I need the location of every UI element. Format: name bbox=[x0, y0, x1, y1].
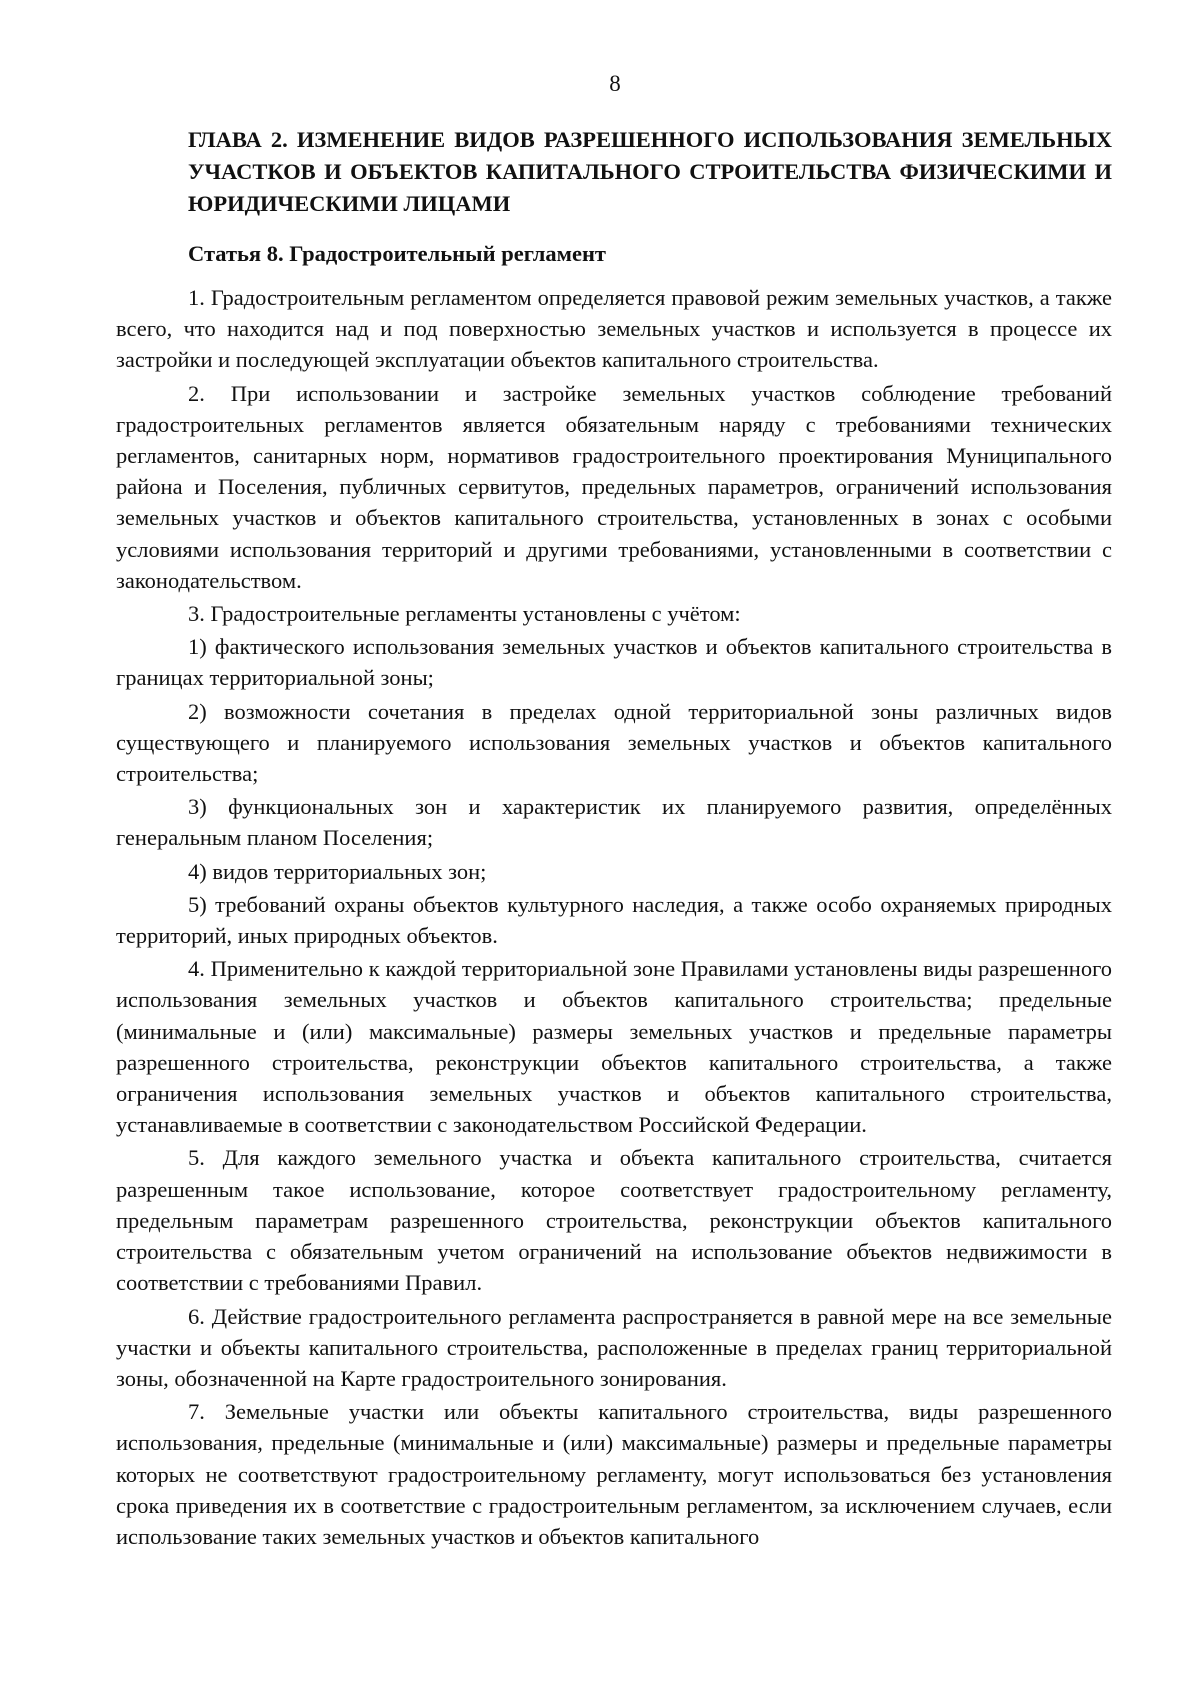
list-item-2: 2) возможности сочетания в пределах одной территориальной зоны различных видов существующего и планируемого использования земельных участков и объектов капитального строительства; bbox=[116, 698, 1112, 787]
list-item-4: 4) видов территориальных зон; bbox=[188, 858, 487, 884]
paragraph-7: 7. Земельные участки или объекты капитального строительства, виды разрешенного использования, предельные (минимальные и (или) максимальные) размеры и предельные параметры которых не соответствуют градостроительному регламенту, могут использоваться без установления срока приведения их в соответствие с градостроительным регламентом, за исключением случаев, если использование таких земельных участков и объектов капитального bbox=[116, 1399, 1112, 1549]
paragraph-5: 5. Для каждого земельного участка и объекта капитального строительства, считается разрешенным такое использование, которое соответствует градостроительному регламенту, предельным параметрам разрешенного строительства, реконструкции объектов капитального строительства с обязательным учетом ограничений на использование объектов недвижимости в соответствии с требованиями Правил. bbox=[116, 1145, 1112, 1296]
list-item-5: 5) требований охраны объектов культурного наследия, а также особо охраняемых природных территорий, иных природных объектов. bbox=[116, 891, 1112, 949]
list-item-3: 3) функциональных зон и характеристик их планируемого развития, определённых генеральным планом Поселения; bbox=[116, 794, 1112, 851]
paragraph-2: 2. При использовании и застройке земельных участков соблюдение требований градостроительных регламентов является обязательным наряду с требованиями технических регламентов, санитарных норм, нормативов градостроительного проектирования Муниципального района и Поселения, публичных сервитутов, предельных параметров, ограничений использования земельных участков и объектов капитального строительства, установленных в зонах с особыми условиями использования территорий и другими требованиями, установленными в соответствии с законодательством. bbox=[116, 380, 1112, 593]
list-item-1: 1) фактического использования земельных участков и объектов капитального строительства в границах территориальной зоны; bbox=[116, 634, 1112, 691]
page-number: 8 bbox=[609, 71, 621, 96]
page-content bbox=[116, 124, 1112, 1554]
chapter-title: ГЛАВА 2. ИЗМЕНЕНИЕ ВИДОВ РАЗРЕШЕННОГО ИСПОЛЬЗОВАНИЯ ЗЕМЕЛЬНЫХ УЧАСТКОВ И ОБЪЕКТОВ КАПИТАЛЬНОГО СТРОИТЕЛЬСТВА ФИЗИЧЕСКИМИ И ЮРИДИЧЕСКИМИ ЛИЦАМИ bbox=[188, 127, 1112, 216]
paragraph-4: 4. Применительно к каждой территориальной зоне Правилами установлены виды разрешенного использования земельных участков и объектов капитального строительства; предельные (минимальные и (или) максимальные) размеры земельных участков и предельные параметры разрешенного строительства, реконструкции объектов капитального строительства, а также ограничения использования земельных участков и объектов капитального строительства, устанавливаемые в соответствии с законодательством Российской Федерации. bbox=[116, 956, 1112, 1138]
paragraph-6: 6. Действие градостроительного регламента распространяется в равной мере на все земельные участки и объекты капитального строительства, расположенные в пределах границ территориальной зоны, обозначенной на Карте градостроительного зонирования. bbox=[116, 1303, 1112, 1391]
paragraph-1: 1. Градостроительным регламентом определяется правовой режим земельных участков, а также всего, что находится над и под поверхностью земельных участков и используется в процессе их застройки и последующей эксплуатации объектов капитального строительства. bbox=[116, 285, 1112, 373]
paragraph-3: 3. Градостроительные регламенты установлены с учётом: bbox=[188, 601, 741, 627]
article-title: Статья 8. Градостроительный регламент bbox=[188, 241, 606, 266]
article-body bbox=[116, 282, 1112, 1552]
